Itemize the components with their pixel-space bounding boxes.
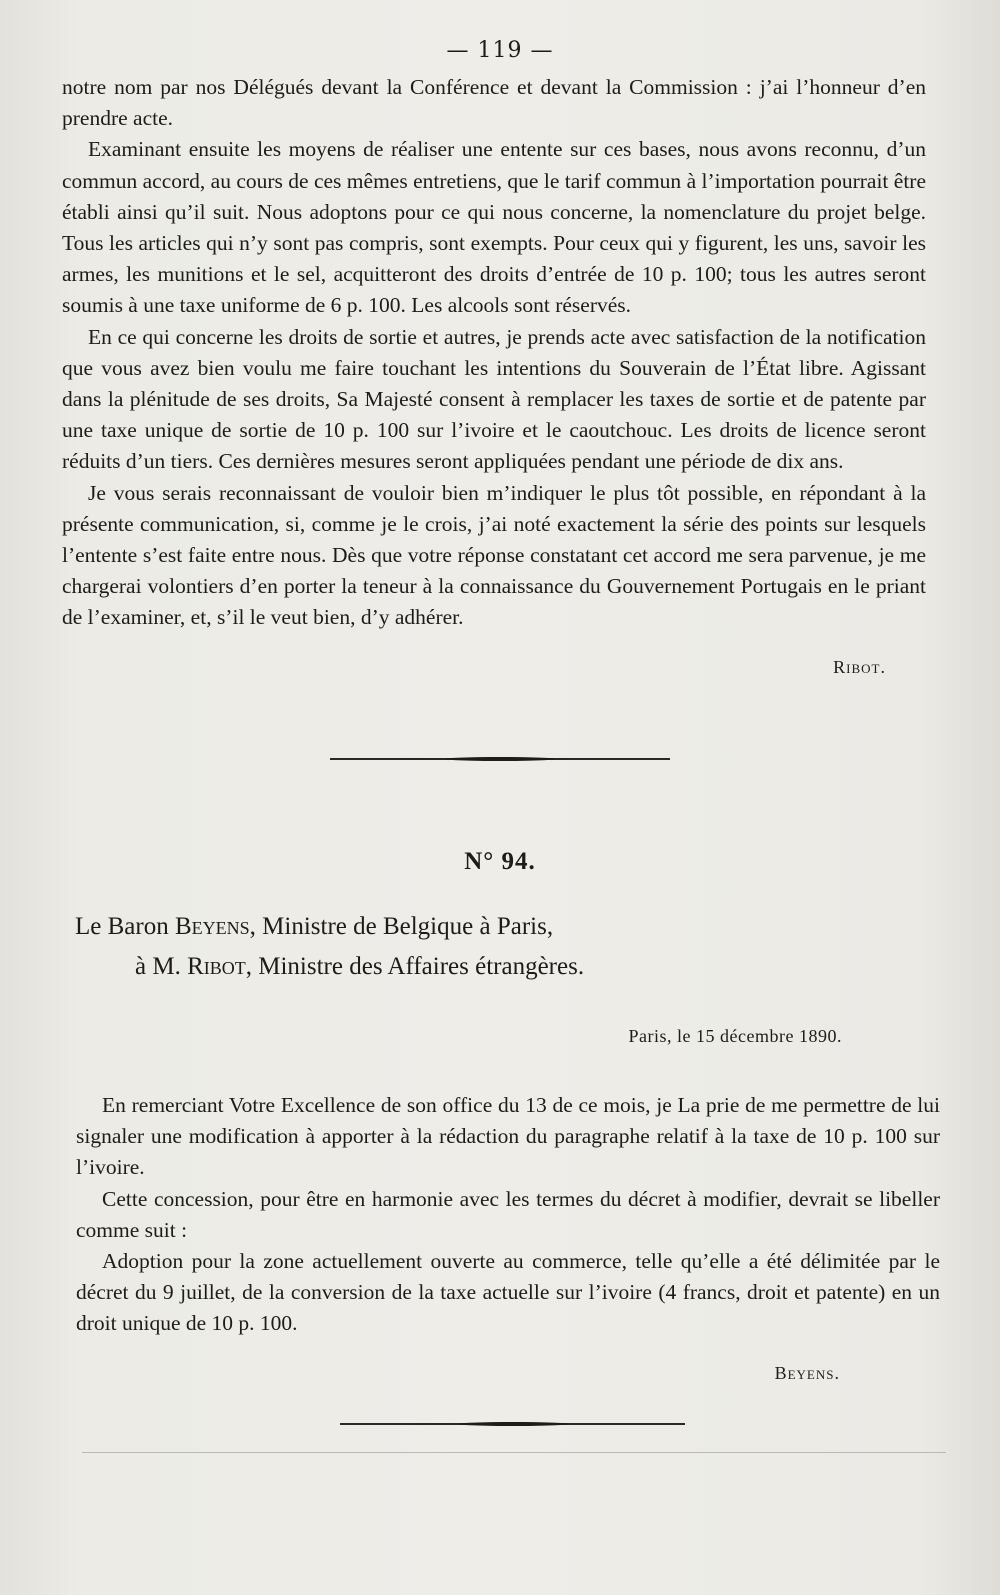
paragraph: Cette concession, pour être en harmonie avec les termes du décret à modifier, devrait se libeller comme suit : <box>76 1186 940 1242</box>
paragraph: En ce qui concerne les droits de sortie et autres, je prends acte avec satisfaction de la notification que vous avez bien voulu me faire touchant les intentions du Souverain de l’État libre. Agissant dans la plénitude de ses droits, Sa Majesté consent à remplacer les taxes de sortie et de patente par une taxe unique de sortie de 10 p. 100 sur l’ivoire et le caoutchouc. Les droits de licence seront réduits d’un tiers. Ces dernières mesures seront appliquées pendant une période de dix ans. <box>62 324 926 474</box>
section-divider <box>330 758 670 760</box>
paragraph: Je vous serais reconnaissant de vouloir bien m’indiquer le plus tôt possible, en répondant à la présente communication, si, comme je le crois, j’ai noté exactement la série des points sur lesquels l’entente s’est faite entre nous. Dès que votre réponse constatant cet accord me sera parvenue, je me chargerai volontiers d’en porter la teneur à la connaissance du Gouvernement Portugais en le priant de l’examiner, et, s’il le veut bien, d’y adhérer. <box>62 480 926 630</box>
recipient-name: Ribot <box>187 953 246 980</box>
paragraph: En remerciant Votre Excellence de son office du 13 de ce mois, je La prie de me permettre de lui signaler une modification à apporter à la rédaction du paragraphe relatif à la taxe de 10 p. 100 sur l’ivoire. <box>76 1093 940 1180</box>
section-divider <box>340 1423 685 1425</box>
letter-beyens-body <box>76 1090 940 1389</box>
paragraph: notre nom par nos Délégués devant la Conférence et devant la Commission : j’ai l’honneur d’en prendre acte. <box>62 75 926 131</box>
dateline: Paris, le 15 décembre 1890. <box>628 1026 842 1046</box>
footnote-rule <box>82 1452 946 1453</box>
document-number: N° 94. <box>464 848 536 875</box>
signature-beyens: Beyens. <box>774 1362 840 1383</box>
letter-ribot-body <box>62 72 926 683</box>
recipient-line: à M. Ribot, Ministre des Affaires étrangères. <box>135 953 585 980</box>
page-number: — 119 — <box>446 38 554 63</box>
paragraph: Adoption pour la zone actuellement ouverte au commerce, telle qu’elle a été délimitée par le décret du 9 juillet, de la conversion de la taxe actuelle sur l’ivoire (4 francs, droit et patente) en un droit unique de 10 p. 100. <box>76 1249 940 1336</box>
signature-ribot: Ribot. <box>833 656 886 677</box>
sender-line: Le Baron Beyens, Ministre de Belgique à Paris, <box>75 913 554 940</box>
sender-name: Beyens <box>174 913 250 940</box>
paragraph: Examinant ensuite les moyens de réaliser une entente sur ces bases, nous avons reconnu, d’un commun accord, au cours de ces mêmes entretiens, que le tarif commun à l’importation pourrait être établi ainsi qu’il suit. Nous adoptons pour ce qui nous concerne, la nomenclature du projet belge. Tous les articles qui n’y sont pas compris, sont exempts. Pour ceux qui y figurent, les uns, savoir les armes, les munitions et le sel, acquitteront des droits d’entrée de 10 p. 100; tous les autres seront soumis à une taxe uniforme de 6 p. 100. Les alcools sont réservés. <box>62 137 926 318</box>
